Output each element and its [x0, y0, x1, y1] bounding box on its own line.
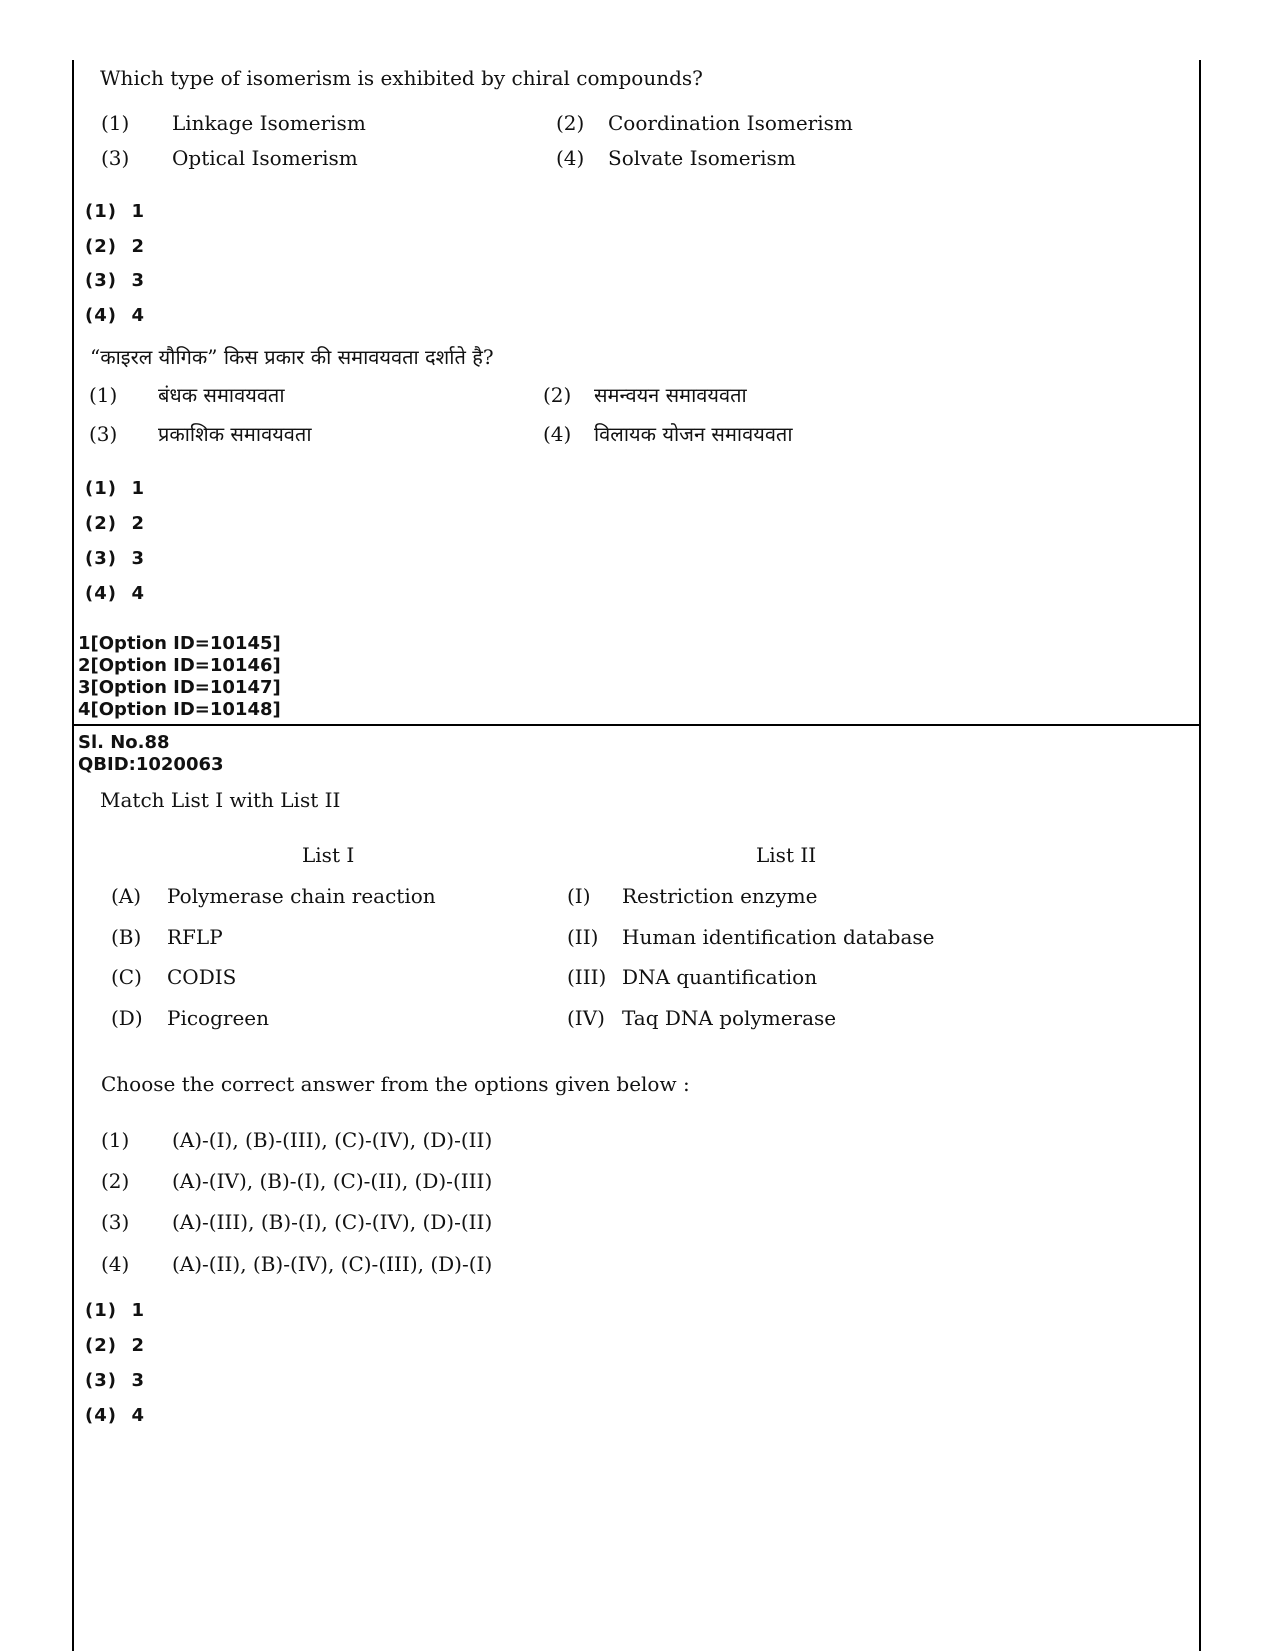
list2-header: List II [756, 843, 817, 867]
q88-serial-number: Sl. No.88 [78, 732, 170, 753]
q87-hi-option-4-num: (4) [543, 422, 572, 446]
list1-item-c-label: (C) [111, 965, 142, 989]
q88-instruction: Choose the correct answer from the options given below : [101, 1072, 690, 1096]
list1-item-c-text: CODIS [167, 965, 237, 989]
q88-option-4-num: (4) [101, 1252, 130, 1276]
q87-hi-option-2-text: समन्वयन समावयवता [594, 383, 747, 407]
list1-item-a-label: (A) [111, 884, 142, 908]
q87-en-option-2-num: (2) [556, 111, 585, 135]
q88-qbid: QBID:1020063 [78, 754, 224, 775]
list1-item-b-text: RFLP [167, 925, 223, 949]
q87-en-answer-2[interactable]: (2) 2 [85, 236, 146, 257]
q87-hi-option-3-text: प्रकाशिक समावयवता [158, 422, 312, 446]
q88-answer-1[interactable]: (1) 1 [85, 1300, 146, 1321]
list2-item-iv-label: (IV) [567, 1006, 605, 1030]
q87-option-id-3: 3[Option ID=10147] [78, 677, 281, 698]
list1-header: List I [302, 843, 355, 867]
question-88-text: Match List I with List II [100, 788, 341, 812]
list2-item-iv-text: Taq DNA polymerase [622, 1006, 837, 1030]
q88-option-2-num: (2) [101, 1169, 130, 1193]
q88-option-3-text: (A)-(III), (B)-(I), (C)-(IV), (D)-(II) [172, 1210, 493, 1234]
list1-item-b-label: (B) [111, 925, 142, 949]
q87-hi-answer-2[interactable]: (2) 2 [85, 513, 146, 534]
q87-en-answer-4[interactable]: (4) 4 [85, 305, 146, 326]
q87-option-id-1: 1[Option ID=10145] [78, 633, 281, 654]
q87-hi-answer-3[interactable]: (3) 3 [85, 548, 146, 569]
q87-en-option-4-num: (4) [556, 146, 585, 170]
list1-item-d-text: Picogreen [167, 1006, 270, 1030]
question-divider [72, 724, 1201, 726]
q88-option-1-num: (1) [101, 1128, 130, 1152]
q87-hi-option-1-text: बंधक समावयवता [158, 383, 285, 407]
q88-option-4-text: (A)-(II), (B)-(IV), (C)-(III), (D)-(I) [172, 1252, 493, 1276]
q87-en-option-4-text: Solvate Isomerism [608, 146, 796, 170]
q87-en-option-3-text: Optical Isomerism [172, 146, 358, 170]
q88-option-1-text: (A)-(I), (B)-(III), (C)-(IV), (D)-(II) [172, 1128, 493, 1152]
list2-item-iii-label: (III) [567, 965, 607, 989]
q87-en-option-2-text: Coordination Isomerism [608, 111, 853, 135]
question-87-text-hi: “काइरल यौगिक” किस प्रकार की समावयवता दर्शाते है? [90, 345, 494, 369]
list2-item-ii-text: Human identification database [622, 925, 935, 949]
q87-option-id-4: 4[Option ID=10148] [78, 699, 281, 720]
q87-hi-option-1-num: (1) [89, 383, 118, 407]
q88-option-3-num: (3) [101, 1210, 130, 1234]
list2-item-ii-label: (II) [567, 925, 599, 949]
q87-hi-option-3-num: (3) [89, 422, 118, 446]
q87-en-option-1-num: (1) [101, 111, 130, 135]
q87-hi-option-2-num: (2) [543, 383, 572, 407]
list2-item-iii-text: DNA quantification [622, 965, 818, 989]
left-border [72, 60, 74, 1651]
right-border [1199, 60, 1201, 1651]
q87-en-option-3-num: (3) [101, 146, 130, 170]
q88-answer-4[interactable]: (4) 4 [85, 1405, 146, 1426]
q88-answer-3[interactable]: (3) 3 [85, 1370, 146, 1391]
q87-en-answer-3[interactable]: (3) 3 [85, 270, 146, 291]
q87-en-answer-1[interactable]: (1) 1 [85, 201, 146, 222]
q88-option-2-text: (A)-(IV), (B)-(I), (C)-(II), (D)-(III) [172, 1169, 493, 1193]
q87-hi-option-4-text: विलायक योजन समावयवता [594, 422, 793, 446]
question-87-text-en: Which type of isomerism is exhibited by chiral compounds? [100, 66, 703, 90]
q87-hi-answer-4[interactable]: (4) 4 [85, 583, 146, 604]
q87-en-option-1-text: Linkage Isomerism [172, 111, 366, 135]
q88-answer-2[interactable]: (2) 2 [85, 1335, 146, 1356]
q87-hi-answer-1[interactable]: (1) 1 [85, 478, 146, 499]
list2-item-i-label: (I) [567, 884, 591, 908]
q87-option-id-2: 2[Option ID=10146] [78, 655, 281, 676]
list1-item-a-text: Polymerase chain reaction [167, 884, 436, 908]
list1-item-d-label: (D) [111, 1006, 143, 1030]
list2-item-i-text: Restriction enzyme [622, 884, 818, 908]
